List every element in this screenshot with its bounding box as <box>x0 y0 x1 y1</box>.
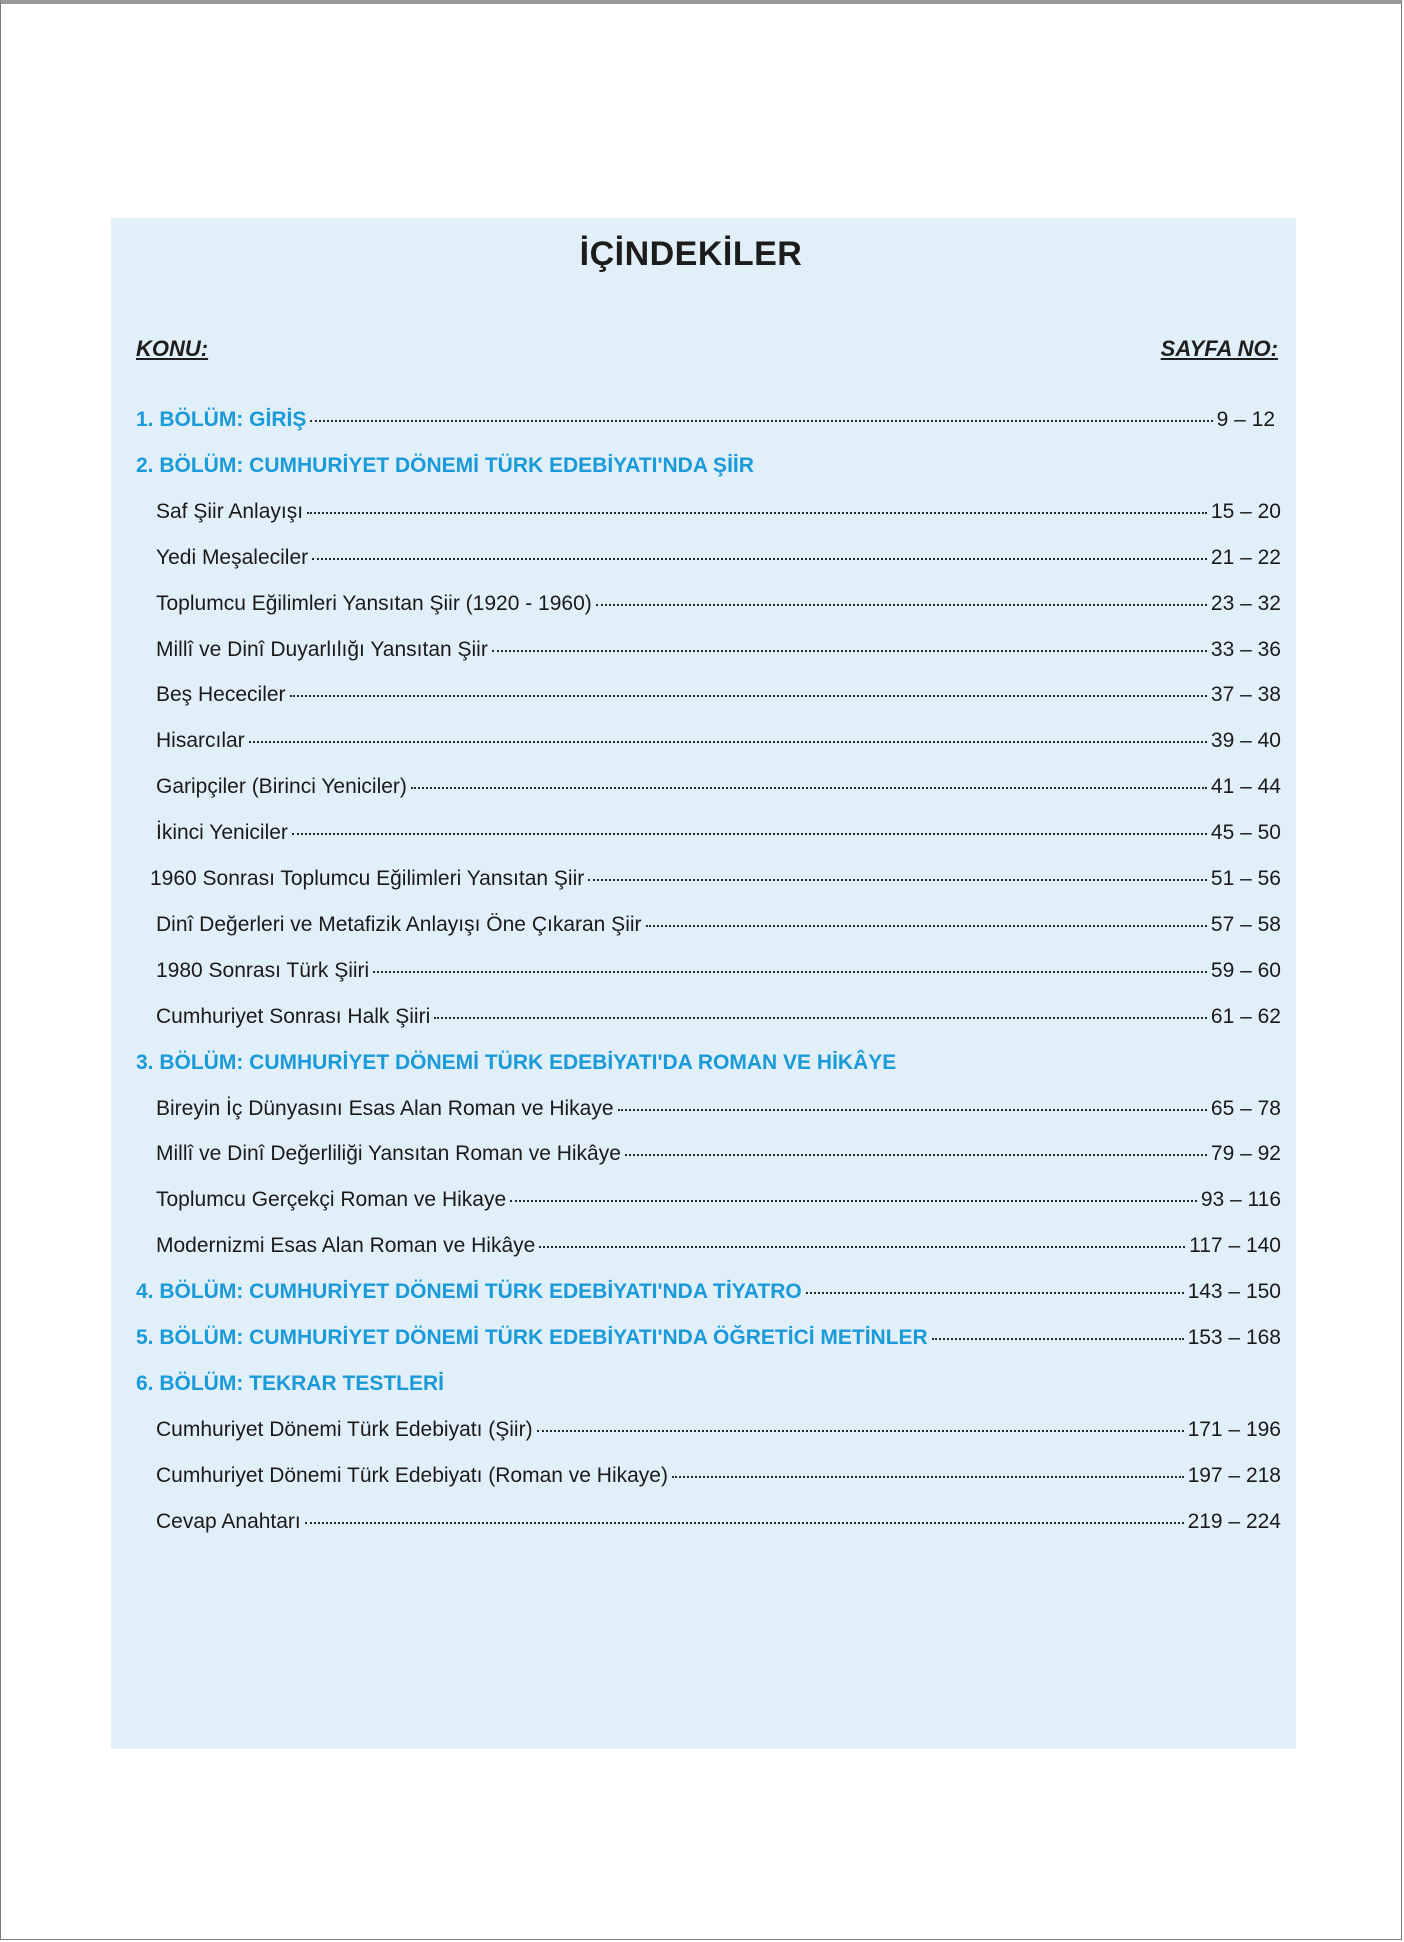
toc-chapter-row <box>136 1051 1281 1081</box>
toc-page-range: 153 – 168 <box>1187 1326 1281 1349</box>
dot-leader <box>588 879 1207 881</box>
dot-leader <box>305 1522 1184 1524</box>
dot-leader <box>307 512 1207 514</box>
dot-leader <box>539 1246 1185 1248</box>
toc-entry-title: Beş Hececiler <box>156 683 286 707</box>
toc-page-range: 143 – 150 <box>1187 1280 1281 1304</box>
dot-leader <box>492 650 1207 652</box>
toc-entry-title: Toplumcu Eğilimleri Yansıtan Şiir (1920 - 1960) <box>156 591 592 615</box>
dot-leader <box>596 604 1207 606</box>
toc-entry-title: 5. BÖLÜM: CUMHURİYET DÖNEMİ TÜRK EDEBİYATI'NDA ÖĞRETİCİ METİNLER <box>136 1326 928 1349</box>
toc-page-range: 219 – 224 <box>1187 1509 1281 1533</box>
toc-entry-title: 3. BÖLÜM: CUMHURİYET DÖNEMİ TÜRK EDEBİYATI'DA ROMAN VE HİKÂYE <box>136 1050 897 1074</box>
topic-column-header: KONU: <box>136 336 209 361</box>
toc-section-row <box>156 729 1281 759</box>
toc-entry-title: 2. BÖLÜM: CUMHURİYET DÖNEMİ TÜRK EDEBİYATI'NDA ŞİİR <box>136 453 754 477</box>
dot-leader <box>310 420 1212 422</box>
toc-section-row <box>156 1234 1281 1264</box>
toc-section-row <box>156 1097 1281 1127</box>
toc-entry-title: Bireyin İç Dünyasını Esas Alan Roman ve Hikaye <box>156 1096 614 1120</box>
toc-page-range: 171 – 196 <box>1187 1417 1281 1441</box>
toc-page-range: 65 – 78 <box>1210 1096 1281 1120</box>
toc-page-range: 45 – 50 <box>1210 821 1281 845</box>
toc-section-row <box>156 1464 1281 1494</box>
toc-section-row <box>156 683 1281 713</box>
toc-section-row <box>156 821 1281 851</box>
toc-entry-title: Millî ve Dinî Duyarlılığı Yansıtan Şiir <box>156 637 488 661</box>
dot-leader <box>932 1338 1184 1340</box>
toc-entry-title: Modernizmi Esas Alan Roman ve Hikâye <box>156 1234 536 1258</box>
toc-section-row <box>156 959 1281 989</box>
toc-entry-title: Cumhuriyet Sonrası Halk Şiiri <box>156 1004 431 1028</box>
toc-page-range: 197 – 218 <box>1187 1463 1281 1487</box>
dot-leader <box>373 971 1207 973</box>
dot-leader <box>249 741 1207 743</box>
toc-page-range: 41 – 44 <box>1210 775 1281 799</box>
dot-leader <box>312 558 1207 560</box>
toc-chapter-row <box>136 1372 1281 1402</box>
dot-leader <box>510 1200 1197 1202</box>
toc-section-row <box>156 546 1281 576</box>
dot-leader <box>290 695 1207 697</box>
toc-entry-title: Cumhuriyet Dönemi Türk Edebiyatı (Roman ve Hikaye) <box>156 1463 668 1487</box>
toc-chapter-row <box>136 454 1281 484</box>
toc-page-range: 39 – 40 <box>1210 729 1281 753</box>
toc-entry-title: Millî ve Dinî Değerliliği Yansıtan Roman ve Hikâye <box>156 1142 621 1166</box>
toc-entry-title: 1. BÖLÜM: GİRİŞ <box>136 408 307 431</box>
toc-page-range: 33 – 36 <box>1210 637 1281 661</box>
dot-leader <box>434 1017 1207 1019</box>
toc-entry-title: Hisarcılar <box>156 729 245 753</box>
toc-section-row <box>156 1510 1281 1540</box>
dot-leader <box>672 1476 1184 1478</box>
toc-chapter-row <box>136 408 1275 438</box>
dot-leader <box>806 1292 1184 1294</box>
toc-entry-title: İkinci Yeniciler <box>156 821 288 845</box>
toc-page-range: 57 – 58 <box>1210 912 1281 936</box>
toc-page-range: 93 – 116 <box>1200 1188 1281 1212</box>
toc-entry-title: Saf Şiir Anlayışı <box>156 499 304 523</box>
toc-entry-title: Dinî Değerleri ve Metafizik Anlayışı Öne Çıkaran Şiir <box>156 912 642 936</box>
toc-section-row <box>156 1142 1281 1172</box>
dot-leader <box>646 925 1207 927</box>
toc-page-range: 117 – 140 <box>1189 1234 1281 1258</box>
toc-entry-title: Cevap Anahtarı <box>156 1509 301 1533</box>
page-number-column-header: SAYFA NO: <box>1160 336 1278 361</box>
dot-leader <box>625 1154 1207 1156</box>
toc-entry-title: 1980 Sonrası Türk Şiiri <box>156 958 370 982</box>
toc-section-row <box>156 592 1281 622</box>
toc-page-range: 15 – 20 <box>1210 499 1281 523</box>
page-title: İÇİNDEKİLER <box>579 235 803 273</box>
toc-section-row <box>156 1005 1281 1035</box>
toc-section-row <box>156 638 1281 668</box>
toc-entry-title: 1960 Sonrası Toplumcu Eğilimleri Yansıtan Şiir <box>150 867 585 890</box>
dot-leader <box>618 1109 1207 1111</box>
dot-leader <box>292 833 1207 835</box>
toc-page-range: 59 – 60 <box>1210 958 1281 982</box>
toc-entry-title: 4. BÖLÜM: CUMHURİYET DÖNEMİ TÜRK EDEBİYATI'NDA TİYATRO <box>136 1280 802 1304</box>
toc-page-range: 79 – 92 <box>1210 1142 1281 1166</box>
toc-entry-title: Garipçiler (Birinci Yeniciler) <box>156 775 407 799</box>
toc-section-row <box>150 867 1281 897</box>
toc-section-row <box>156 775 1281 805</box>
toc-entry-title: Toplumcu Gerçekçi Roman ve Hikaye <box>156 1188 507 1212</box>
toc-section-row <box>156 1188 1281 1218</box>
toc-entry-title: Cumhuriyet Dönemi Türk Edebiyatı (Şiir) <box>156 1417 533 1441</box>
toc-entry-title: 6. BÖLÜM: TEKRAR TESTLERİ <box>136 1371 444 1395</box>
toc-section-row <box>156 913 1281 943</box>
toc-chapter-row <box>136 1326 1281 1356</box>
toc-page-range: 61 – 62 <box>1210 1004 1281 1028</box>
toc-page-range: 9 – 12 <box>1216 408 1275 431</box>
toc-page-range: 51 – 56 <box>1210 867 1281 890</box>
toc-section-row <box>156 1418 1281 1448</box>
toc-page-range: 37 – 38 <box>1210 683 1281 707</box>
dot-leader <box>411 787 1207 789</box>
dot-leader <box>537 1430 1184 1432</box>
toc-page-range: 21 – 22 <box>1210 545 1281 569</box>
toc-entry-title: Yedi Meşaleciler <box>156 545 309 569</box>
toc-section-row <box>156 500 1281 530</box>
toc-page-range: 23 – 32 <box>1210 591 1281 615</box>
toc-chapter-row <box>136 1280 1281 1310</box>
